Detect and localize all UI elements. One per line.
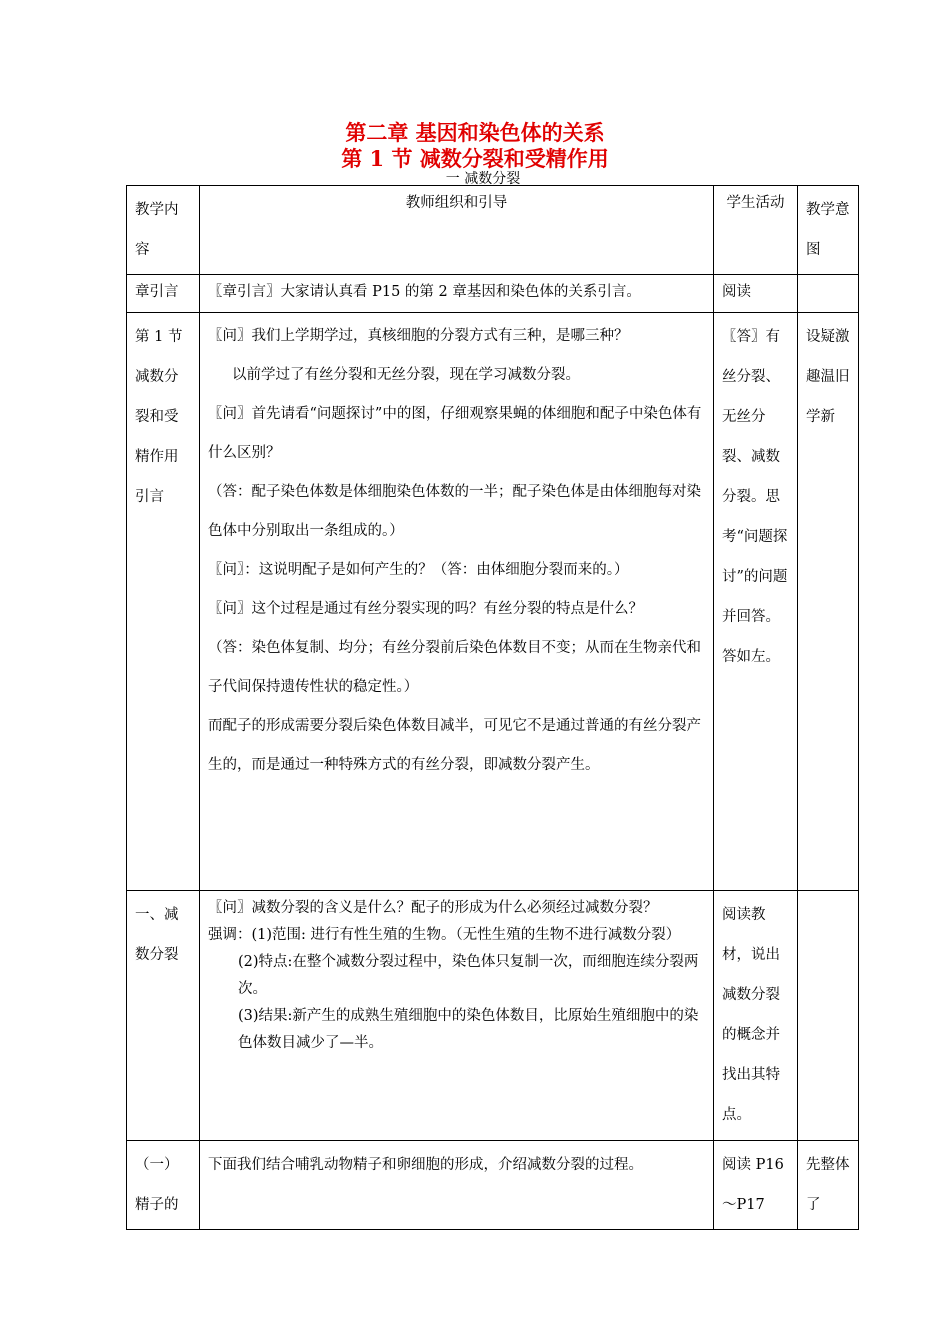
guide-paragraph: 下面我们结合哺乳动物精子和卵细胞的形成，介绍减数分裂的过程。 xyxy=(208,1157,643,1173)
subsection-title: 一 减数分裂 xyxy=(445,171,521,187)
guide-paragraph: 而配子的形成需要分裂后染色体数目减半，可见它不是通过普通的有丝分裂产生的，而是通过一种特殊方式的有丝分裂，即减数分裂产生。 xyxy=(208,718,701,773)
guide-paragraph: 〖问〗：这说明配子是如何产生的？（答：由体细胞分裂而来的。） xyxy=(208,562,629,578)
row-activity: 阅读 xyxy=(714,275,798,313)
guide-paragraph: 强调：(1)范围: 进行有性生殖的生物。（无性生殖的生物不进行减数分裂） xyxy=(208,927,681,943)
table-row xyxy=(127,1141,859,1230)
row-guide xyxy=(200,313,714,891)
row-intent: 设疑激趣温旧学新 xyxy=(798,313,859,891)
guide-paragraph: 〖问〗首先请看“问题探讨”中的图，仔细观察果蝇的体细胞和配子中染色体有什么区别？ xyxy=(208,406,702,461)
row-content: （一）精子的 xyxy=(127,1141,200,1230)
guide-paragraph: 〖问〗这个过程是通过有丝分裂实现的吗？有丝分裂的特点是什么？ xyxy=(208,601,643,617)
table-row xyxy=(127,275,859,313)
guide-paragraph: （答：配子染色体数是体细胞染色体数的一半；配子染色体是由体细胞每对染色体中分别取出一条组成的。） xyxy=(208,484,701,539)
guide-paragraph: 以前学过了有丝分裂和无丝分裂，现在学习减数分裂。 xyxy=(232,367,580,383)
row-intent xyxy=(798,891,859,1141)
row-activity: 〖答〗有丝分裂、无丝分裂、减数分裂。思考“问题探讨”的问题并回答。答如左。 xyxy=(714,313,798,891)
guide-paragraph: （答：染色体复制、均分；有丝分裂前后染色体数目不变；从而在生物亲代和子代间保持遗传性状的稳定性。） xyxy=(208,640,701,695)
row-content: 章引言 xyxy=(127,275,200,313)
section-title: 第 1 节 减数分裂和受精作用 xyxy=(341,146,609,171)
table-header-row xyxy=(127,186,859,275)
guide-paragraph: (2)特点:在整个减数分裂过程中，染色体只复制一次，而细胞连续分裂两次。 xyxy=(238,954,699,997)
row-guide xyxy=(200,1141,714,1230)
row-intent: 先整体了 xyxy=(798,1141,859,1230)
chapter-title: 第二章 基因和染色体的关系 xyxy=(345,120,605,145)
lesson-plan-table xyxy=(126,185,859,1230)
guide-paragraph: (3)结果:新产生的成熟生殖细胞中的染色体数目，比原始生殖细胞中的染色体数目减少了—半。 xyxy=(238,1008,699,1051)
header-guide: 教师组织和引导 xyxy=(200,186,714,275)
row-guide xyxy=(200,891,714,1141)
guide-paragraph: 〖问〗减数分裂的含义是什么？配子的形成为什么必须经过减数分裂？ xyxy=(208,900,658,916)
row-content: 第 1 节减数分裂和受精作用引言 xyxy=(127,313,200,891)
row-content: 一、减数分裂 xyxy=(127,891,200,1141)
header-activity: 学生活动 xyxy=(714,186,798,275)
guide-paragraph: 〖问〗我们上学期学过，真核细胞的分裂方式有三种，是哪三种？ xyxy=(208,328,629,344)
row-guide xyxy=(200,275,714,313)
guide-paragraph: 〖章引言〗大家请认真看 P15 的第 2 章基因和染色体的关系引言。 xyxy=(208,284,641,300)
table-row xyxy=(127,313,859,891)
row-activity: 阅读教材，说出减数分裂的概念并找出其特点。 xyxy=(714,891,798,1141)
row-intent xyxy=(798,275,859,313)
header-content: 教学内容 xyxy=(127,186,200,275)
table-row xyxy=(127,891,859,1141)
row-activity: 阅读 P16～P17 xyxy=(714,1141,798,1230)
header-intent: 教学意图 xyxy=(798,186,859,275)
